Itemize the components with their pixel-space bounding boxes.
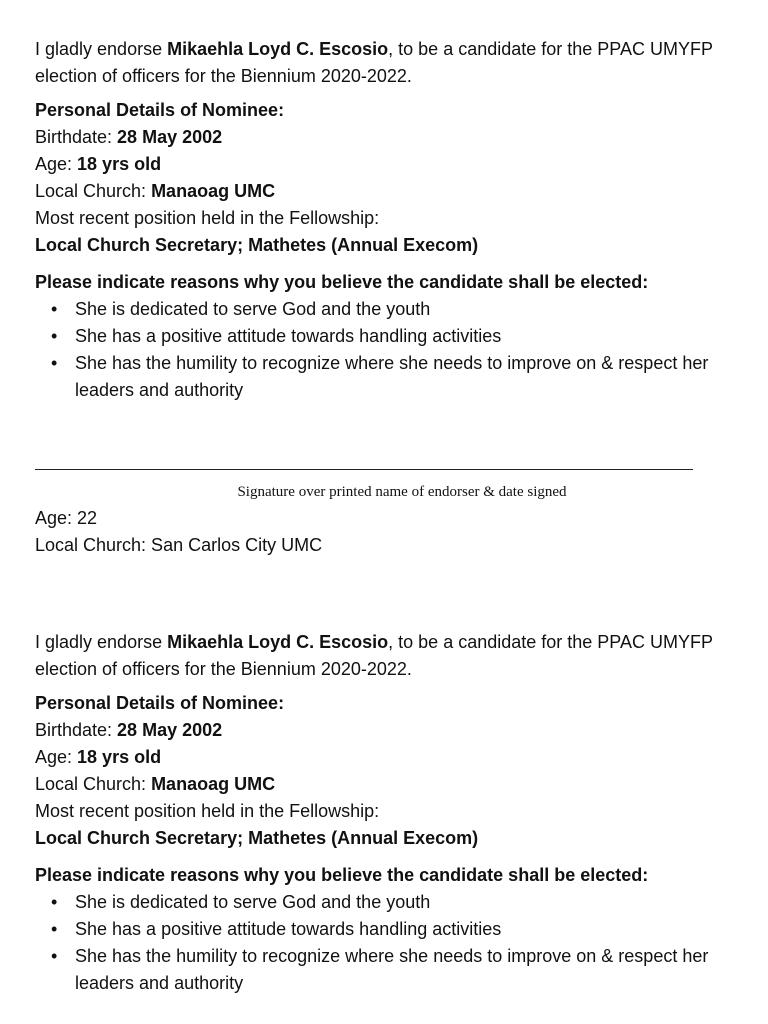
reason-text: She has the humility to recognize where she needs to improve on & respect her leaders and authority: [75, 353, 709, 400]
endorsement-section-2: [35, 629, 745, 997]
nominee-name: Mikaehla Loyd C. Escosio: [167, 632, 389, 652]
signature-line: [35, 469, 693, 470]
birthdate-value: 28 May 2002: [117, 127, 223, 147]
age-row: [35, 151, 745, 178]
church-row: [35, 771, 745, 798]
intro-line-1: [35, 629, 745, 656]
reason-text: She has a positive attitude towards handling activities: [75, 326, 502, 346]
birthdate-label: Birthdate:: [35, 720, 118, 740]
reasons-list: [35, 296, 745, 404]
position-label: Most recent position held in the Fellowship:: [35, 208, 380, 228]
list-item: [35, 323, 745, 350]
bullet-icon: •: [51, 946, 58, 966]
list-item: [35, 916, 745, 943]
intro-suffix: , to be a candidate for the PPAC UMYFP: [388, 39, 713, 59]
intro-line-1: [35, 36, 745, 63]
age-label: Age:: [35, 154, 78, 174]
list-item: [35, 350, 745, 404]
bullet-icon: •: [51, 299, 58, 319]
list-item: [35, 889, 745, 916]
list-item: [35, 296, 745, 323]
age-label: Age:: [35, 747, 78, 767]
birthdate-row: [35, 717, 745, 744]
intro-suffix: , to be a candidate for the PPAC UMYFP: [388, 632, 713, 652]
intro-line-2: election of officers for the Biennium 2020-2022.: [35, 659, 412, 679]
birthdate-value: 28 May 2002: [117, 720, 223, 740]
birthdate-label: Birthdate:: [35, 127, 118, 147]
details-heading: Personal Details of Nominee:: [35, 693, 285, 713]
reasons-heading: Please indicate reasons why you believe the candidate shall be elected:: [35, 865, 649, 885]
bullet-icon: •: [51, 919, 58, 939]
bullet-icon: •: [51, 326, 58, 346]
intro-prefix: I gladly endorse: [35, 39, 168, 59]
details-heading: Personal Details of Nominee:: [35, 100, 285, 120]
list-item: [35, 943, 745, 997]
church-label: Local Church:: [35, 774, 152, 794]
intro-prefix: I gladly endorse: [35, 632, 168, 652]
reason-text: She is dedicated to serve God and the youth: [75, 892, 431, 912]
endorsement-section-1: [35, 36, 745, 404]
reason-text: She has the humility to recognize where she needs to improve on & respect her leaders and authority: [75, 946, 709, 993]
church-value: Manaoag UMC: [151, 181, 276, 201]
age-value: 18 yrs old: [77, 747, 162, 767]
age-value: 18 yrs old: [77, 154, 162, 174]
bullet-icon: •: [51, 892, 58, 912]
reason-text: She has a positive attitude towards handling activities: [75, 919, 502, 939]
church-value: Manaoag UMC: [151, 774, 276, 794]
position-value: Local Church Secretary; Mathetes (Annual Execom): [35, 828, 479, 848]
position-label: Most recent position held in the Fellowship:: [35, 801, 380, 821]
nominee-name: Mikaehla Loyd C. Escosio: [167, 39, 389, 59]
reasons-heading: Please indicate reasons why you believe the candidate shall be elected:: [35, 272, 649, 292]
reason-text: She is dedicated to serve God and the youth: [75, 299, 431, 319]
bullet-icon: •: [51, 353, 58, 373]
endorser-details: [35, 505, 745, 559]
intro-line-2: election of officers for the Biennium 2020-2022.: [35, 66, 412, 86]
age-row: [35, 744, 745, 771]
church-label: Local Church:: [35, 181, 152, 201]
church-row: [35, 178, 745, 205]
birthdate-row: [35, 124, 745, 151]
reasons-list: [35, 889, 745, 997]
endorser-age: Age: 22: [35, 508, 98, 528]
signature-caption: Signature over printed name of endorser & date signed: [237, 484, 567, 500]
endorser-church: Local Church: San Carlos City UMC: [35, 535, 323, 555]
position-value: Local Church Secretary; Mathetes (Annual Execom): [35, 235, 479, 255]
